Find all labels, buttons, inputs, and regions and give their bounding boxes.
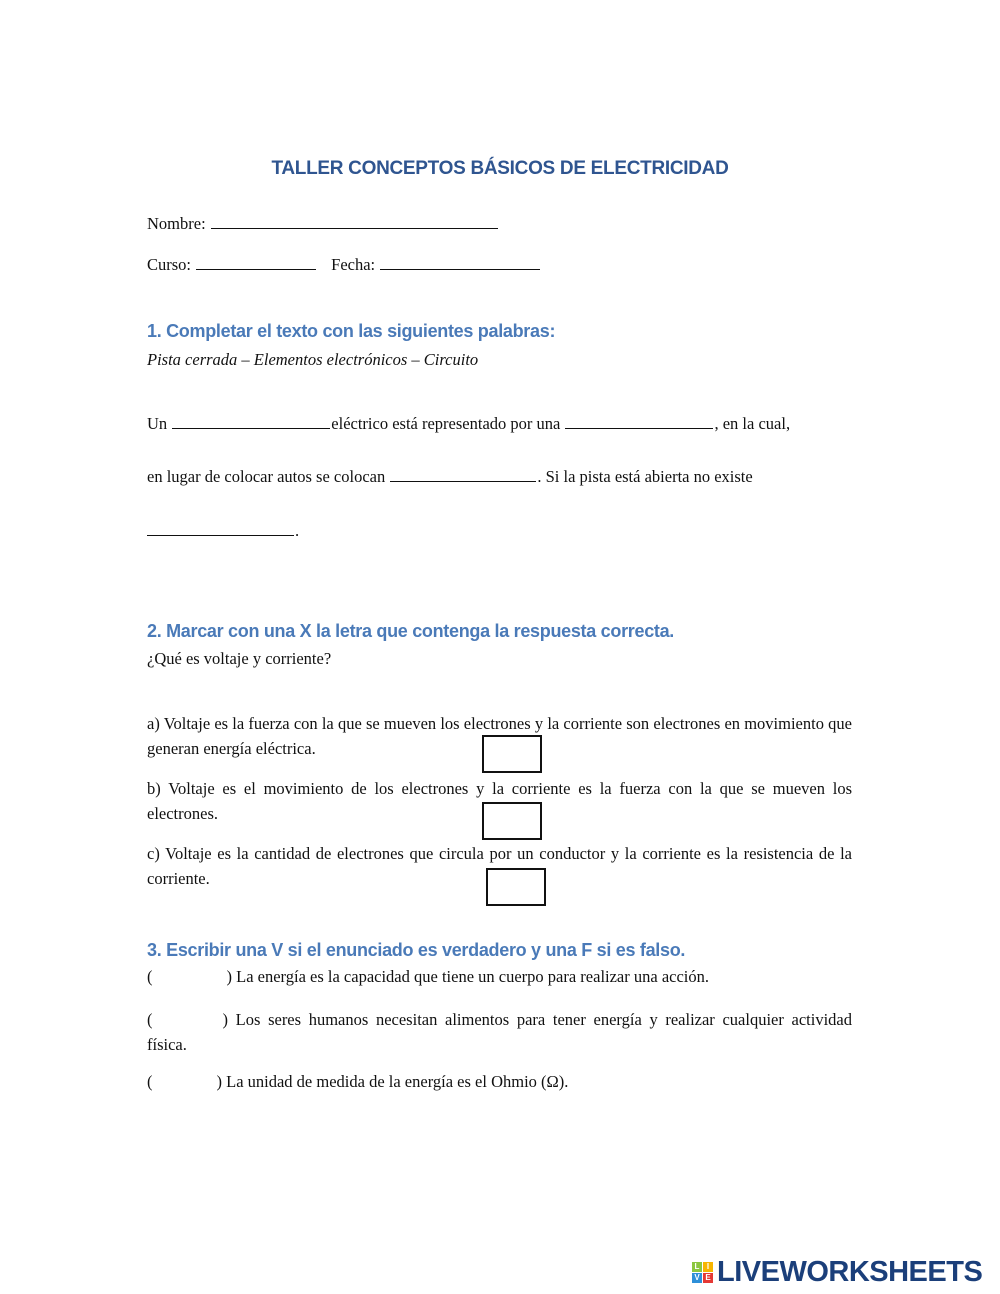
blank-2[interactable] bbox=[565, 427, 713, 429]
worksheet-title: TALLER CONCEPTOS BÁSICOS DE ELECTRICIDAD bbox=[271, 158, 729, 179]
course-label: Curso: bbox=[147, 255, 192, 274]
text: en lugar de colocar autos se colocan bbox=[147, 467, 390, 486]
blank-1[interactable] bbox=[172, 427, 330, 429]
section2-heading: 2. Marcar con una X la letra que contenga la respuesta correcta. bbox=[147, 621, 675, 641]
logo-letter: V bbox=[692, 1273, 702, 1283]
statement-text: ) La unidad de medida de la energía es el Ohmio (Ω). bbox=[216, 1072, 569, 1091]
course-blank[interactable] bbox=[196, 268, 316, 270]
name-field bbox=[147, 214, 499, 234]
fill-line-3 bbox=[147, 521, 299, 541]
statement-1 bbox=[147, 967, 709, 987]
date-label: Fecha: bbox=[331, 255, 376, 274]
course-date-row bbox=[147, 255, 541, 275]
live-logo-icon bbox=[692, 1262, 713, 1283]
statement-2 bbox=[147, 1007, 852, 1057]
option-a: a) Voltaje es la fuerza con la que se mueven los electrones y la corriente son electrones en movimiento que generan energía eléctrica. bbox=[147, 714, 852, 758]
answer-box-c[interactable] bbox=[486, 868, 546, 906]
statement-text: ) Los seres humanos necesitan alimentos para tener energía y realizar cualquier actividad física. bbox=[147, 1010, 852, 1054]
text: eléctrico está representado por una bbox=[331, 414, 565, 433]
answer-box-b[interactable] bbox=[482, 802, 542, 840]
text: . bbox=[295, 521, 300, 540]
logo-letter: E bbox=[703, 1273, 713, 1283]
option-c: c) Voltaje es la cantidad de electrones que circula por un conductor y la corriente es la resistencia de la corriente. bbox=[147, 844, 852, 888]
statement-3 bbox=[147, 1072, 568, 1092]
blank-4[interactable] bbox=[147, 534, 294, 536]
paren: ( bbox=[147, 967, 153, 986]
logo-letter: L bbox=[692, 1262, 702, 1272]
paren: ( bbox=[147, 1010, 153, 1029]
question: ¿Qué es voltaje y corriente? bbox=[147, 649, 332, 668]
section3-heading: 3. Escribir una V si el enunciado es verdadero y una F si es falso. bbox=[147, 940, 686, 960]
paren: ( bbox=[147, 1072, 153, 1091]
text: Un bbox=[147, 414, 172, 433]
logo-letter: I bbox=[703, 1262, 713, 1272]
text: . Si la pista está abierta no existe bbox=[537, 467, 753, 486]
fill-line-1 bbox=[147, 414, 790, 434]
name-blank[interactable] bbox=[211, 227, 498, 229]
text: , en la cual, bbox=[714, 414, 791, 433]
section1-heading: 1. Completar el texto con las siguientes palabras: bbox=[147, 321, 556, 341]
name-label: Nombre: bbox=[147, 214, 206, 233]
statement-text: ) La energía es la capacidad que tiene un cuerpo para realizar una acción. bbox=[226, 967, 710, 986]
answer-box-a[interactable] bbox=[482, 735, 542, 773]
fill-line-2 bbox=[147, 467, 753, 487]
blank-3[interactable] bbox=[390, 480, 536, 482]
liveworksheets-logo bbox=[692, 1256, 982, 1289]
logo-brand-text: LIVEWORKSHEETS bbox=[717, 1256, 983, 1288]
option-b: b) Voltaje es el movimiento de los electrones y la corriente es la fuerza con la que se mueven los electrones. bbox=[147, 779, 852, 823]
word-bank: Pista cerrada – Elementos electrónicos – Circuito bbox=[147, 350, 479, 369]
date-blank[interactable] bbox=[380, 268, 540, 270]
